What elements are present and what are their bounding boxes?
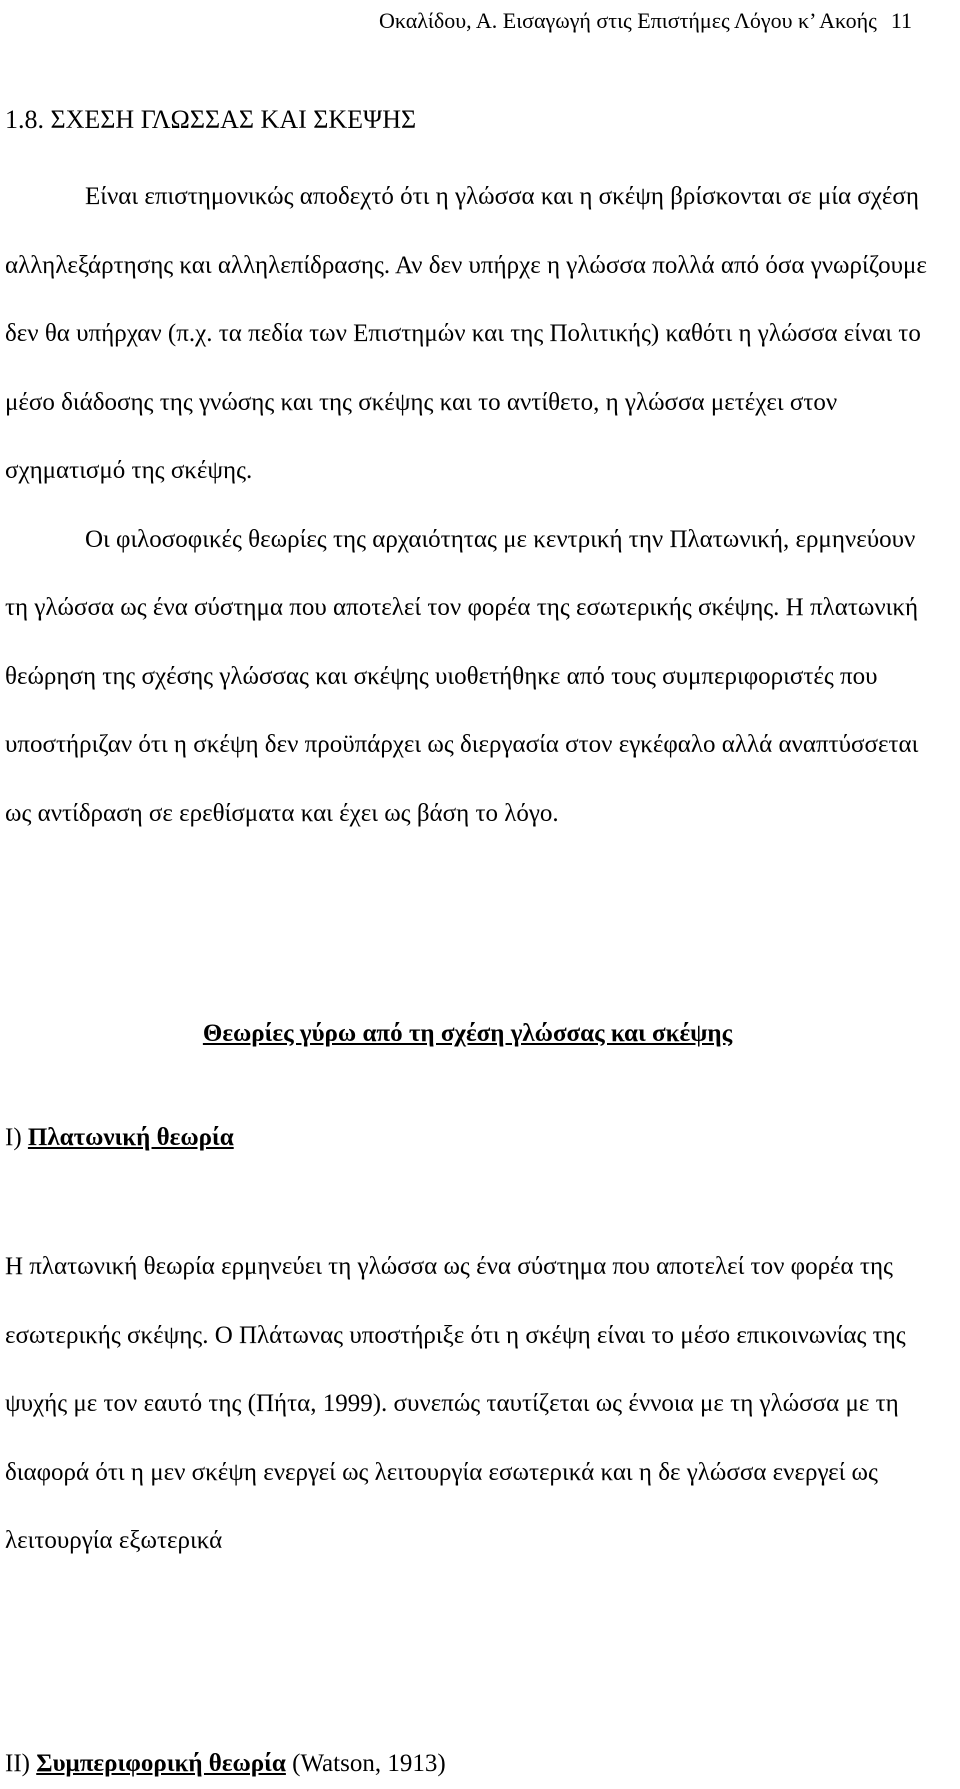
page-number: 11: [890, 8, 912, 33]
section-title: 1.8. ΣΧΕΣΗ ΓΛΩΣΣΑΣ ΚΑΙ ΣΚΕΨΗΣ: [5, 105, 417, 134]
theory1-heading: [5, 1114, 234, 1162]
theories-heading: Θεωρίες γύρω από τη σχέση γλώσσας και σκέψης: [202, 1020, 733, 1047]
paragraph-2: Οι φιλοσοφικές θεωρίες της αρχαιότητας με κεντρική την Πλατωνική, ερμηνεύουν τη γλώσσα ως ένα σύστημα που αποτελεί τον φορέα της εσωτερικής σκέψης. Η πλατωνική θεώρηση της σχέσης γλώσσας και σκέψης υιοθετήθηκε από τους συμπεριφοριστές που υποστήριζαν ότι η σκέψη δεν προϋπάρχει ως διεργασία στον εγκέφαλο αλλά αναπτύσσεται ως αντίδραση σε ερεθίσματα και έχει ως βάση το λόγο.: [5, 525, 919, 827]
running-title: Οκαλίδου, Α. Εισαγωγή στις Επιστήμες Λόγου κ’ Ακοής: [378, 8, 877, 33]
theory2-name: Συμπεριφορική θεωρία: [36, 1750, 286, 1777]
paragraph-1: Είναι επιστημονικώς αποδεχτό ότι η γλώσσα και η σκέψη βρίσκονται σε μία σχέση αλληλεξάρτησης και αλληλεπίδρασης. Αν δεν υπήρχε η γλώσσα πολλά από όσα γνωρίζουμε δεν θα υπήρχαν (π.χ. τα πεδία των Επιστημών και της Πολιτικής) καθότι η γλώσσα είναι το μέσο διάδοσης της γνώσης και της σκέψης και το αντίθετο, η γλώσσα μετέχει στον σχηματισμό της σκέψης.: [5, 183, 927, 484]
running-header: [379, 2, 912, 40]
theory2-heading: [5, 1740, 446, 1788]
theory2-citation: (Watson, 1913): [292, 1750, 446, 1777]
intro-text: [5, 163, 935, 848]
theory1-name: Πλατωνική θεωρία: [27, 1124, 234, 1151]
theory1-body: [5, 1233, 935, 1576]
theory1-paragraph: Η πλατωνική θεωρία ερμηνεύει τη γλώσσα ως ένα σύστημα που αποτελεί τον φορέα της εσωτερικής σκέψης. Ο Πλάτωνας υποστήριξε ότι η σκέψη είναι το μέσο επικοινωνίας της ψυχής με τον εαυτό της (Πήτα, 1999). συνεπώς ταυτίζεται ως έννοια με τη γλώσσα με τη διαφορά ότι η μεν σκέψη ενεργεί ως λειτουργία εσωτερικά και η δε γλώσσα ενεργεί ως λειτουργία εξωτερικά: [5, 1253, 906, 1554]
theory2-numeral: ΙΙ): [5, 1750, 30, 1777]
theory1-numeral: Ι): [5, 1124, 22, 1151]
